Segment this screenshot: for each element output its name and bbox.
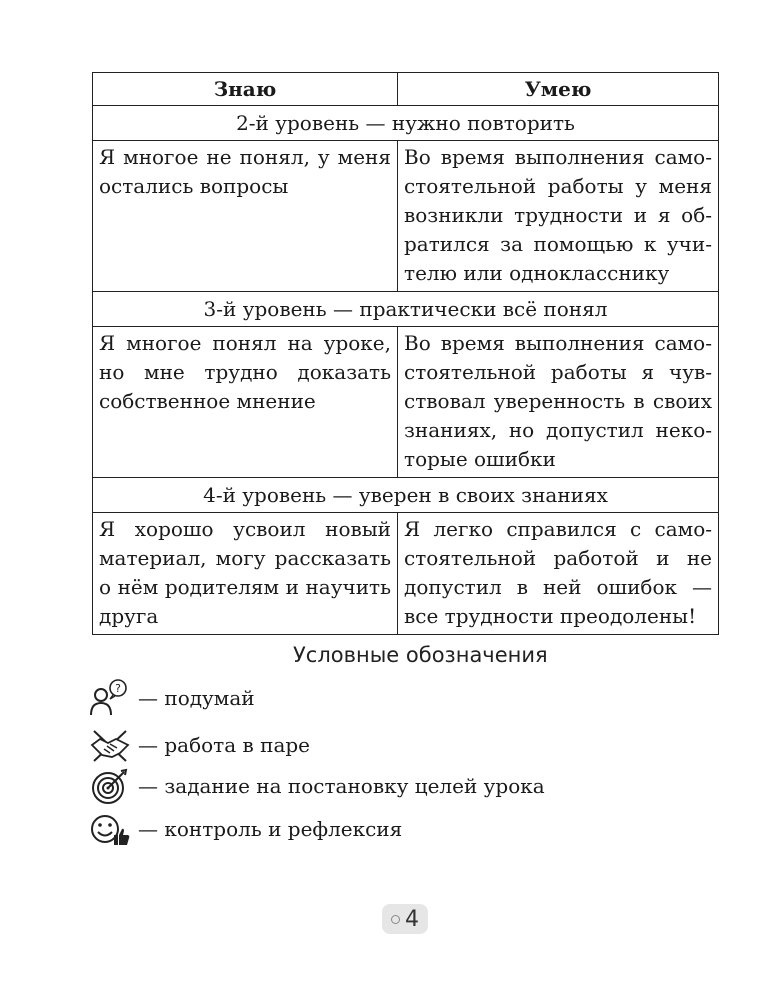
page-number-text: 4 — [405, 906, 419, 932]
table-row — [93, 513, 719, 635]
legend-text-think: — подумай — [138, 686, 255, 710]
svg-text:?: ? — [115, 682, 121, 695]
level-2-can: Во время выполнения самостоятельной работы у меня возникли трудности и я обратился за помощью к учителю или однокласснику — [398, 141, 719, 292]
header-can: Умею — [398, 73, 719, 106]
smiley-thumbs-up-icon — [88, 809, 132, 849]
level-4-know: Я хорошо усвоил новый материал, могу рассказать о нём родителям и научить друга — [93, 513, 398, 635]
level-2-title: 2-й уровень — нужно повторить — [93, 106, 719, 141]
legend-text-reflection: — контроль и рефлексия — [138, 817, 403, 841]
level-3-title: 3-й уровень — практически всё понял — [93, 292, 719, 327]
legend-item-pair-work — [88, 725, 310, 765]
level-title-row — [93, 478, 719, 513]
header-know: Знаю — [93, 73, 398, 106]
think-icon — [88, 678, 132, 718]
page-number — [382, 904, 428, 934]
table-row — [93, 141, 719, 292]
legend-item-goal-setting — [88, 766, 545, 806]
legend-text-pair-work: — работа в паре — [138, 733, 311, 757]
table-row — [93, 327, 719, 478]
level-4-can: Я легко справился с самостоятельной работой и не допустил в ней ошибок — все трудности преодолены! — [398, 513, 719, 635]
level-3-know: Я многое понял на уроке, но мне трудно доказать собственное мнение — [93, 327, 398, 478]
level-3-can: Во время выполнения самостоятельной работы я чувствовал уверенность в своих знаниях, но допустил некоторые ошибки — [398, 327, 719, 478]
level-title-row — [93, 106, 719, 141]
legend-item-reflection — [88, 809, 402, 849]
legend-item-think — [88, 678, 255, 718]
level-2-know: Я многое не понял, у меня остались вопросы — [93, 141, 398, 292]
level-title-row — [93, 292, 719, 327]
level-4-title: 4-й уровень — уверен в своих знаниях — [93, 478, 719, 513]
self-assessment-table — [92, 72, 719, 635]
legend-title: Условные обозначения — [293, 643, 548, 667]
page-dot-icon — [391, 915, 400, 924]
legend-text-goal-setting: — задание на постановку целей урока — [138, 774, 545, 798]
target-icon — [88, 766, 132, 806]
table-header-row — [93, 73, 719, 106]
handshake-icon — [88, 725, 132, 765]
